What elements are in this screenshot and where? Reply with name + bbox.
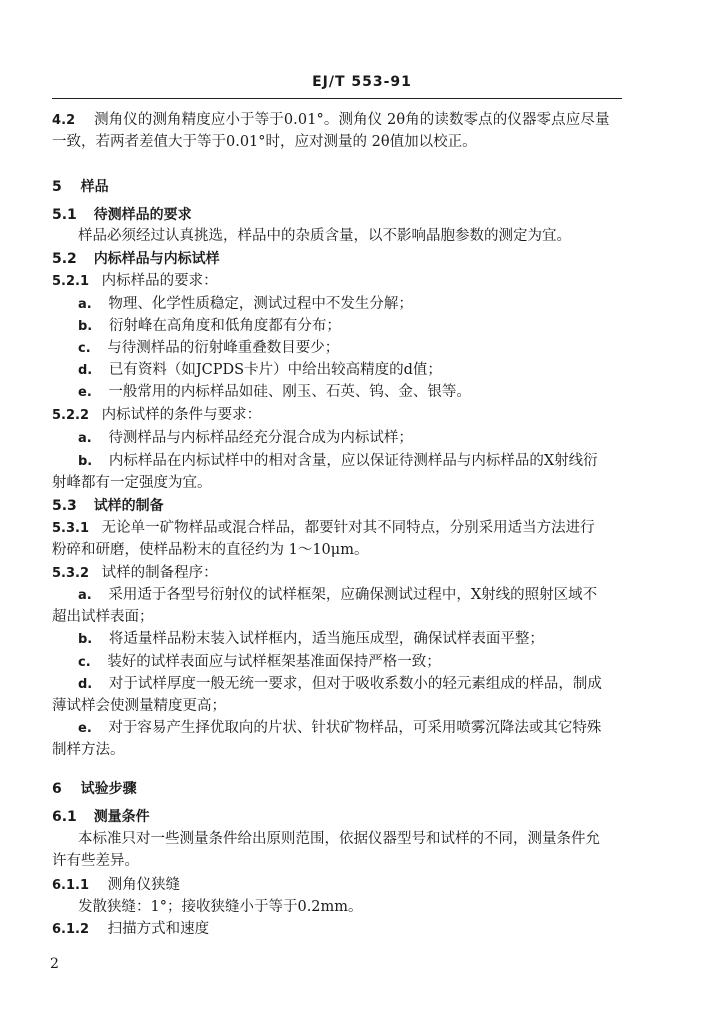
- clause-text: 扫描方式和速度: [107, 921, 210, 937]
- item-text: 一般常用的内标样品如硅、刚玉、石英、钨、金、银等。: [108, 384, 471, 400]
- item-marker: a.: [78, 431, 92, 446]
- clause-title: 测量条件: [93, 809, 150, 825]
- item-text: 衍射峰在高角度和低角度都有分布；: [108, 318, 341, 334]
- item-marker: c.: [78, 341, 91, 356]
- item-text: 采用适于各型号衍射仪的试样框架，应确保测试过程中，X射线的照射区域不: [108, 587, 598, 603]
- clause-5-3-2: [52, 564, 622, 583]
- item-text: 对于试样厚度一般无统一要求，但对于吸收系数小的轻元素组成的样品，制成: [108, 676, 602, 692]
- section-title: 试验步骤: [80, 781, 137, 797]
- paragraph-text: 许有些差异。: [52, 853, 139, 869]
- list-item: [78, 361, 648, 380]
- clause-6-1-2: [52, 920, 622, 939]
- list-item: [78, 383, 648, 402]
- section-5-heading: [52, 178, 622, 196]
- clause-text: 测角仪的测角精度应小于等于0.01°。测角仪 2θ角的读数零点的仪器零点应尽量: [94, 112, 610, 128]
- continuation-line: [52, 741, 622, 759]
- item-marker: e.: [78, 721, 92, 736]
- item-text: 待测样品与内标样品经充分混合成为内标试样；: [108, 430, 413, 446]
- item-marker: b.: [78, 454, 93, 469]
- clause-number: 4.2: [52, 113, 76, 128]
- list-item: [78, 317, 648, 336]
- clause-6-1-text-line-2: [52, 852, 622, 870]
- clause-4-2-line-2: [52, 133, 622, 151]
- paragraph-text: 样品必须经过认真挑选，样品中的杂质含量，以不影响晶胞参数的测定为宜。: [78, 228, 571, 244]
- section-number: 6: [52, 781, 62, 797]
- clause-text: 粉碎和研磨，使样品粉末的直径约为 1～10μm。: [52, 542, 369, 558]
- clause-text: 试样的制备程序：: [101, 565, 218, 581]
- item-marker: b.: [78, 319, 93, 334]
- item-text: 与待测样品的衍射峰重叠数目要少；: [107, 340, 340, 356]
- clause-number: 5.1: [52, 207, 77, 223]
- clause-4-2-line-1: [52, 111, 622, 130]
- item-marker: e.: [78, 385, 92, 400]
- item-marker: a.: [78, 588, 92, 603]
- clause-5-3-heading: [52, 497, 622, 515]
- continuation-line: [52, 608, 622, 626]
- paragraph-text: 发散狭缝：1°；接收狭缝小于等于0.2mm。: [78, 899, 363, 915]
- clause-5-2-2: [52, 406, 622, 425]
- item-text: 超出试样表面；: [52, 609, 154, 625]
- continuation-line: [52, 697, 622, 715]
- clause-text: 一致，若两者差值大于等于0.01°时，应对测量的 2θ值加以校正。: [52, 134, 477, 150]
- page-number: 2: [50, 956, 59, 972]
- item-text: 装好的试样表面应与试样框架基准面保持严格一致；: [107, 654, 441, 670]
- item-text: 制样方法。: [52, 742, 125, 758]
- list-item: [78, 429, 648, 448]
- section-number: 5: [52, 179, 62, 195]
- clause-title: 试样的制备: [93, 498, 164, 514]
- list-item: [78, 630, 648, 649]
- item-text: 对于容易产生择优取向的片状、针状矿物样品，可采用喷雾沉降法或其它特殊: [108, 720, 602, 736]
- list-item: [78, 339, 648, 358]
- clause-5-3-1-line-1: [52, 519, 622, 538]
- clause-6-1-text-line-1: [78, 830, 648, 848]
- clause-number: 6.1.2: [52, 922, 90, 937]
- clause-number: 5.2.2: [52, 408, 90, 423]
- clause-number: 5.3.2: [52, 566, 90, 581]
- clause-text: 测角仪狭缝: [107, 877, 181, 893]
- clause-number: 5.2: [52, 251, 77, 267]
- paragraph-text: 本标准只对一些测量条件给出原则范围，依据仪器型号和试样的不同，测量条件允: [78, 831, 600, 847]
- list-item: [78, 653, 648, 672]
- clause-title: 待测样品的要求: [93, 207, 192, 223]
- clause-number: 5.2.1: [52, 274, 90, 289]
- clause-text: 内标样品的要求：: [101, 273, 218, 289]
- section-6-heading: [52, 780, 622, 798]
- item-text: 薄试样会使测量精度更高；: [52, 698, 226, 714]
- item-marker: d.: [78, 677, 93, 692]
- clause-number: 6.1.1: [52, 878, 90, 893]
- section-title: 样品: [80, 179, 109, 195]
- standard-number-header: EJ/T 553-91: [312, 74, 412, 90]
- clause-5-2-1: [52, 272, 622, 291]
- list-item: [78, 675, 648, 694]
- clause-6-1-heading: [52, 808, 622, 826]
- list-item: [78, 586, 648, 605]
- clause-5-1-heading: [52, 206, 622, 224]
- item-marker: b.: [78, 632, 93, 647]
- item-text: 将适量样品粉末装入试样框内，适当施压成型，确保试样表面平整；: [108, 631, 544, 647]
- list-item: [78, 452, 648, 471]
- clause-title: 内标样品与内标试样: [93, 251, 220, 267]
- item-text: 射峰都有一定强度为宜。: [52, 475, 212, 491]
- item-marker: d.: [78, 363, 93, 378]
- item-text: 已有资料（如JCPDS卡片）中给出较高精度的d值；: [108, 362, 442, 378]
- clause-number: 6.1: [52, 809, 77, 825]
- header-rule: [52, 98, 622, 99]
- item-marker: c.: [78, 655, 91, 670]
- clause-number: 5.3: [52, 498, 77, 514]
- item-text: 内标样品在内标试样中的相对含量，应以保证待测样品与内标样品的X射线衍: [108, 453, 598, 469]
- item-text: 物理、化学性质稳定，测试过程中不发生分解；: [108, 296, 413, 312]
- clause-text: 内标试样的条件与要求：: [101, 407, 262, 423]
- list-item: [78, 295, 648, 314]
- slit-spec-line: [78, 898, 648, 916]
- clause-5-3-1-line-2: [52, 541, 622, 559]
- list-item: [78, 719, 648, 738]
- clause-text: 无论单一矿物样品或混合样品，都要针对其不同特点，分别采用适当方法进行: [101, 520, 595, 536]
- clause-number: 5.3.1: [52, 521, 90, 536]
- clause-6-1-1: [52, 876, 622, 895]
- clause-5-1-text: [78, 227, 648, 245]
- clause-5-2-heading: [52, 250, 622, 268]
- continuation-line: [52, 474, 622, 492]
- item-marker: a.: [78, 297, 92, 312]
